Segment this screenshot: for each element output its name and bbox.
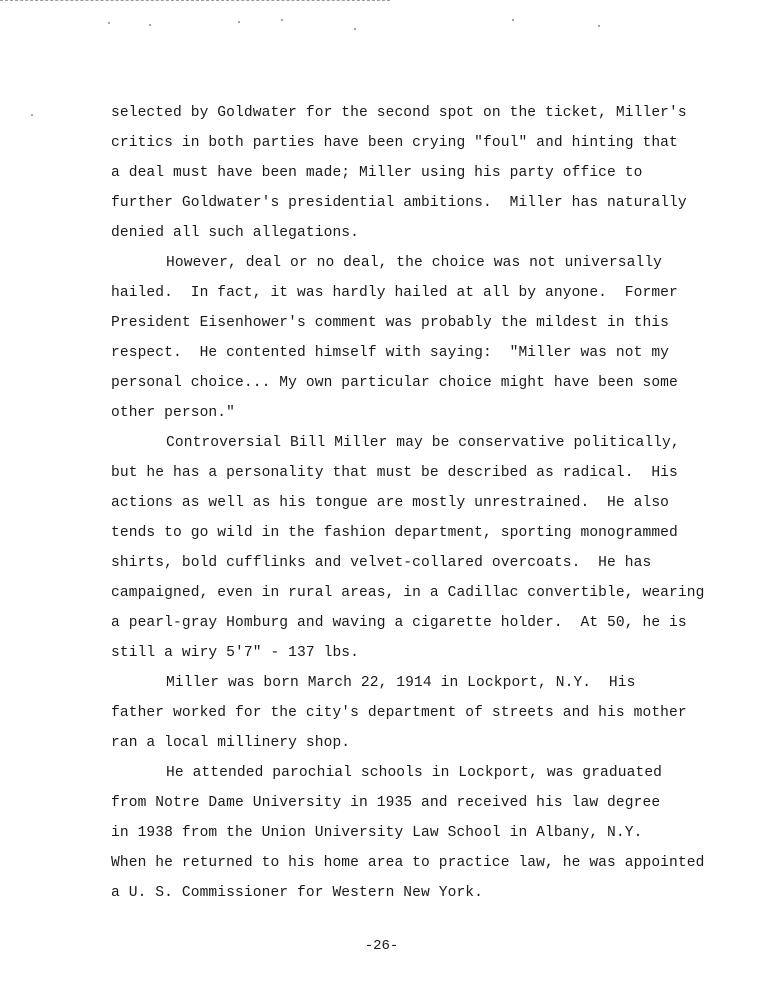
page-number: -26- <box>364 938 399 954</box>
scan-speck <box>512 19 514 21</box>
scan-speck <box>238 21 240 23</box>
text-line: critics in both parties have been crying "foul" and hinting that <box>111 135 678 151</box>
scan-speck <box>354 28 356 30</box>
text-line: campaigned, even in rural areas, in a Cadillac convertible, wearing <box>111 585 705 601</box>
text-line: However, deal or no deal, the choice was not universally <box>166 255 663 271</box>
text-line: When he returned to his home area to practice law, he was appointed <box>111 855 705 871</box>
text-line: Controversial Bill Miller may be conservative politically, <box>166 435 680 451</box>
text-line: a pearl-gray Homburg and waving a cigarette holder. At 50, he is <box>111 615 687 631</box>
text-line: in 1938 from the Union University Law School in Albany, N.Y. <box>111 825 643 841</box>
text-line: father worked for the city's department of streets and his mother <box>111 705 687 721</box>
scan-speck <box>108 22 110 24</box>
text-line: still a wiry 5'7" - 137 lbs. <box>111 645 360 661</box>
text-line: selected by Goldwater for the second spot on the ticket, Miller's <box>111 105 687 121</box>
text-line: personal choice... My own particular choice might have been some <box>111 375 678 391</box>
document-body <box>111 98 731 908</box>
text-line: actions as well as his tongue are mostly unrestrained. He also <box>111 495 670 511</box>
scan-speck <box>598 25 600 27</box>
text-line: but he has a personality that must be described as radical. His <box>111 465 678 481</box>
scan-speck <box>31 114 33 116</box>
text-line: ran a local millinery shop. <box>111 735 351 751</box>
text-line: a U. S. Commissioner for Western New York. <box>111 885 484 901</box>
text-line: further Goldwater's presidential ambitions. Miller has naturally <box>111 195 687 211</box>
text-line: denied all such allegations. <box>111 225 360 241</box>
scan-speck <box>149 24 151 26</box>
text-line: tends to go wild in the fashion department, sporting monogrammed <box>111 525 678 541</box>
text-line: hailed. In fact, it was hardly hailed at all by anyone. Former <box>111 285 678 301</box>
text-line: a deal must have been made; Miller using his party office to <box>111 165 643 181</box>
text-line: shirts, bold cufflinks and velvet-collared overcoats. He has <box>111 555 652 571</box>
page-top-border <box>0 0 390 1</box>
scan-speck <box>281 19 283 21</box>
text-line: respect. He contented himself with saying: "Miller was not my <box>111 345 670 361</box>
text-line: He attended parochial schools in Lockport, was graduated <box>166 765 663 781</box>
text-line: Miller was born March 22, 1914 in Lockport, N.Y. His <box>166 675 636 691</box>
text-line: from Notre Dame University in 1935 and received his law degree <box>111 795 661 811</box>
text-line: President Eisenhower's comment was probably the mildest in this <box>111 315 670 331</box>
text-line: other person." <box>111 405 236 421</box>
